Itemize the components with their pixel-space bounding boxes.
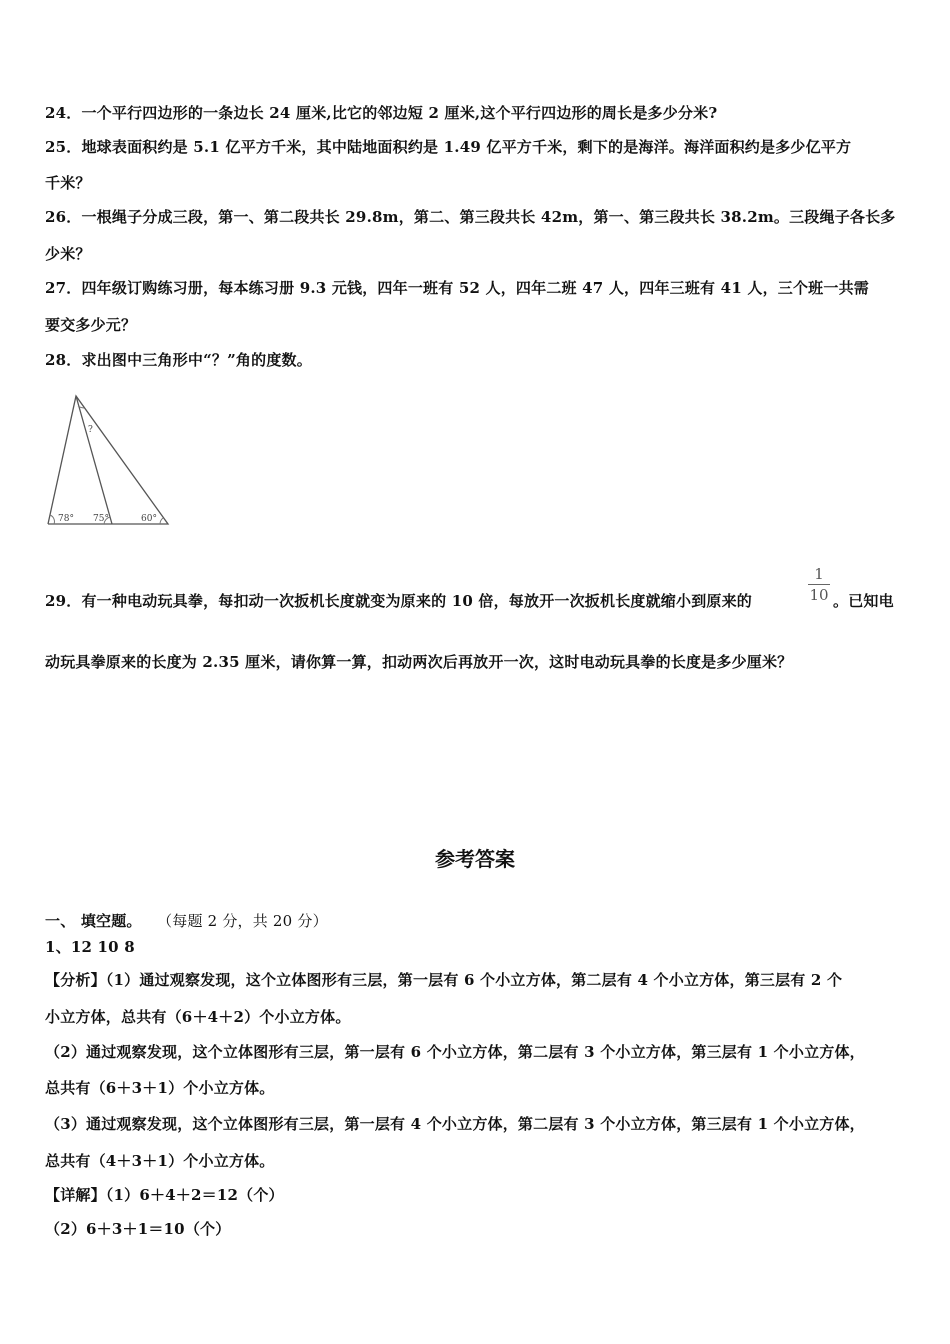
angle-arc-left xyxy=(50,515,54,524)
question-25-line2: 千米？ xyxy=(45,174,91,192)
question-29-line1 xyxy=(45,591,752,611)
angle-label-middle: 75° xyxy=(93,514,109,524)
question-29-text-after: 。已知电 xyxy=(833,592,894,610)
question-27-line2: 要交多少元？ xyxy=(45,316,137,334)
analysis-line-5: （3）通过观察发现，这个立体图形有三层，第一层有 4 个小立方体，第二层有 3 个小立方体，第三层有 1 个小立方体， xyxy=(45,1115,865,1133)
question-24: 24．一个平行四边形的一条边长 24 厘米,比它的邻边短 2 厘米,这个平行四边形的周长是多少分米? xyxy=(45,104,718,122)
question-25-line1: 25．地球表面积约是 5.1 亿平方千米，其中陆地面积约是 1.49 亿平方千米，剩下的是海洋。海洋面积约是多少亿平方 xyxy=(45,138,852,156)
triangle-figure xyxy=(40,388,180,533)
outer-triangle xyxy=(48,396,168,524)
detail-line-1: 【详解】（1）6＋4＋2＝12（个） xyxy=(45,1186,284,1204)
inner-segment xyxy=(76,396,112,524)
question-26-line2: 少米？ xyxy=(45,245,91,263)
section-note: （每题 2 分，共 20 分） xyxy=(157,912,328,930)
angle-arc-right xyxy=(160,518,163,524)
question-28: 28．求出图中三角形中“？”角的度数。 xyxy=(45,351,312,369)
question-29-text-before: 29．有一种电动玩具拳，每扣动一次扳机长度就变为原来的 10 倍，每放开一次扳机长度就缩小到原来的 xyxy=(45,592,752,610)
detail-line-2: （2）6＋3＋1＝10（个） xyxy=(45,1220,231,1238)
angle-label-left: 78° xyxy=(58,514,74,524)
analysis-line-3: （2）通过观察发现，这个立体图形有三层，第一层有 6 个小立方体，第二层有 3 个小立方体，第三层有 1 个小立方体， xyxy=(45,1043,865,1061)
question-27-line1: 27．四年级订购练习册，每本练习册 9.3 元钱，四年一班有 52 人，四年二班 47 人，四年三班有 41 人，三个班一共需 xyxy=(45,279,869,297)
fraction-one-tenth xyxy=(806,565,832,604)
question-29-line2: 动玩具拳原来的长度为 2.35 厘米，请你算一算，扣动两次后再放开一次，这时电动玩具拳的长度是多少厘米？ xyxy=(45,653,793,671)
analysis-line-2: 小立方体，总共有（6＋4＋2）个小立方体。 xyxy=(45,1008,351,1026)
answers-section-header xyxy=(45,911,328,931)
answer-1: 1、12 10 8 xyxy=(45,938,135,956)
angle-label-right: 60° xyxy=(141,514,157,524)
fraction-denominator: 10 xyxy=(809,586,829,604)
fraction-numerator: 1 xyxy=(814,565,824,583)
analysis-line-4: 总共有（6＋3＋1）个小立方体。 xyxy=(45,1079,275,1097)
question-26-line1: 26．一根绳子分成三段，第一、第二段共长 29.8m，第二、第三段共长 42m，第一、第三段共长 38.2m。三段绳子各长多 xyxy=(45,208,896,226)
analysis-line-1: 【分析】（1）通过观察发现，这个立体图形有三层，第一层有 6 个小立方体，第二层有 4 个小立方体，第三层有 2 个 xyxy=(45,971,843,989)
fraction-bar xyxy=(808,584,830,585)
answers-title: 参考答案 xyxy=(435,847,515,871)
section-header-text: 一、 填空题。 xyxy=(45,912,142,930)
analysis-line-6: 总共有（4＋3＋1）个小立方体。 xyxy=(45,1152,275,1170)
angle-label-unknown: ? xyxy=(88,425,93,435)
